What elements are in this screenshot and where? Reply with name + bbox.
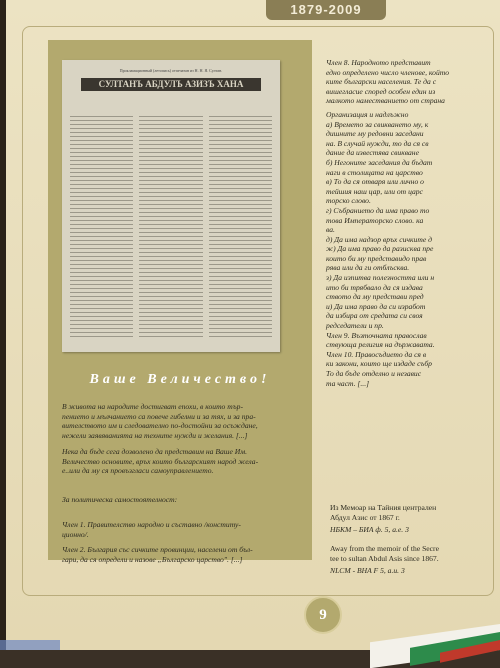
article-1 <box>62 520 310 539</box>
text-line: То да бъде отделно и независ <box>326 369 422 378</box>
text-line: Величество основите, връх които българският народ жела- <box>62 456 259 466</box>
organization-heading: Организация и надлъжно <box>326 109 409 119</box>
text-line: вителството им и следователно по-достойни за осъждане, <box>62 421 258 431</box>
text-line: тейшия наш цар, или от царс <box>326 186 423 196</box>
right-column-text <box>326 58 496 388</box>
text-line: торско слово. <box>326 196 371 206</box>
text-line: ствующа религия на държавата. <box>326 340 435 350</box>
text-line: Член 10. Правосъдието да ся в <box>326 349 427 359</box>
list-item: г) Събранието да има право то <box>326 205 430 215</box>
text-line: Член 9. Възточната православ <box>326 330 427 340</box>
text-line: пението и мълчанието са повече гибелни и за тях, и за пра- <box>62 411 256 421</box>
document-top-line: Прокламационный (летопись) отпечатан из Н. Н. Я. Султан. <box>119 68 223 73</box>
text-line: да избира от средата си своя <box>326 311 423 321</box>
paragraph-2 <box>62 447 310 476</box>
source-bg-reference: НБКМ – БИА ф. 5, а.е. 3 <box>330 525 409 534</box>
list-item: д) Да има надзор връх сичките д <box>326 234 432 244</box>
list-item: з) Да изпитва полезността или н <box>326 273 435 283</box>
document-banner: СУЛТАНЪ АБДУЛЪ АЗИЗЪ ХАНА <box>81 78 261 91</box>
list-item: а) Времето за свикването му, к <box>326 119 429 129</box>
source-en-reference: NLCM - BHA F 5, a.u. 3 <box>330 566 405 575</box>
flag-stripe-blue <box>0 640 60 650</box>
text-line: наги в столицата на царство <box>326 167 423 177</box>
page-number-badge: 9 <box>304 596 342 634</box>
text-line: ството да му представи пред <box>326 292 424 302</box>
text-line: гари, да ся определи и назове „Българско царство". [...] <box>62 554 243 564</box>
document-column <box>209 116 272 340</box>
text-line: та част. [...] <box>326 378 370 388</box>
text-line: нежели заявяванията на техните нужди и желания. [...] <box>62 430 248 440</box>
text-line: ито би трябвало да ся издава <box>326 282 423 292</box>
year-range-tab: 1879-2009 <box>266 0 386 20</box>
list-item: б) Негоните заседания да бъдат <box>326 157 433 167</box>
text-line: ките български населения. Те да с <box>326 77 437 87</box>
text-line: ционно/. <box>62 529 89 539</box>
text-line: малкото наместванието от страна <box>326 96 445 106</box>
text-line: дание да известява свикване <box>326 148 419 158</box>
source-bg-line-1: Из Мемоар на Тайния централен <box>330 503 437 512</box>
text-line: това Императорско слово. ка <box>326 215 424 225</box>
text-line: Член 2. България със сичките провинции, населени от бъл- <box>62 545 253 554</box>
text-line: рява или да ги отблъсква. <box>326 263 410 273</box>
source-bg-line-2: Абдул Азис от 1867 г. <box>330 513 400 522</box>
text-line: Член 1. Правителство народно и съставно /конститу- <box>62 520 241 529</box>
text-line: Член 8. Народното представит <box>326 58 431 67</box>
document-columns <box>70 116 272 340</box>
greeting-heading: Ваше Величество! <box>89 372 271 387</box>
text-line: ва. <box>326 225 335 235</box>
subheading: За политическа самостоятелност: <box>62 495 178 504</box>
text-line: които би му представидо прав <box>326 253 427 263</box>
list-item: ж) Да има право да разисква пре <box>326 244 434 254</box>
article-2 <box>62 545 310 564</box>
text-line: едно определено число членове, който <box>326 67 450 77</box>
list-item: и) Да има право да си изработ <box>326 301 426 311</box>
text-line: редседатели и пр. <box>326 321 384 331</box>
historical-document-image <box>62 60 280 352</box>
text-line: на. В случай нужди, то да ся св <box>326 138 429 148</box>
document-column <box>139 116 202 340</box>
text-line: Нека да бъде сега дозволено да представим на Ваше Им. <box>62 447 248 456</box>
list-item: в) То да ся отваря или лично о <box>326 177 424 187</box>
paragraph-1 <box>62 402 310 440</box>
text-line: ки закони, които ще издаде събр <box>326 359 432 369</box>
source-en-line-2: tee to sultan Abdul Asis since 1867. <box>330 554 439 563</box>
document-column <box>70 116 133 340</box>
text-line: В живота на народите достигват епохи, в които тър- <box>62 402 244 411</box>
text-line: вишегласие според особен един из <box>326 86 436 96</box>
source-en-line-1: Away from the memoir of the Secre <box>330 544 439 553</box>
text-line: е..или да му ся провъзгласи самоуправлението. <box>62 466 214 476</box>
text-line: дишните му редовни заседани <box>326 129 424 139</box>
